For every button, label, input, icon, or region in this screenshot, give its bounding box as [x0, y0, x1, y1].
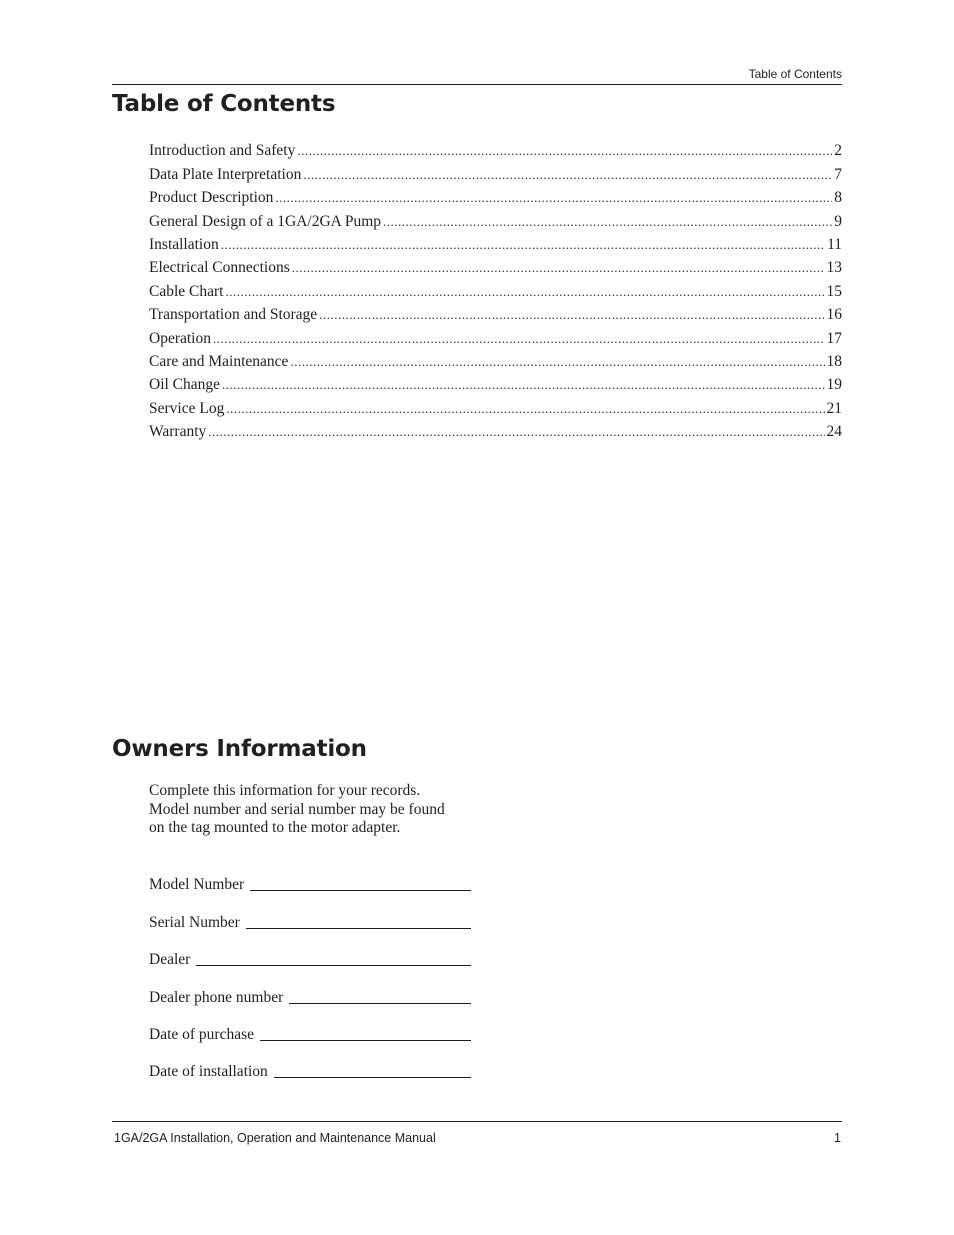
fill-in-line[interactable]: [246, 928, 471, 929]
dot-leader: [275, 189, 832, 207]
dot-leader: [222, 376, 824, 394]
model-number-field[interactable]: [149, 857, 471, 894]
owners-form: [149, 857, 471, 1081]
footer-manual-title: 1GA/2GA Installation, Operation and Maintenance Manual: [114, 1131, 436, 1145]
footer-page-number: 1: [834, 1131, 841, 1145]
dot-leader: [221, 236, 825, 254]
toc-entry-title: Data Plate Interpretation: [149, 165, 302, 183]
field-label: Dealer: [149, 951, 191, 969]
toc-heading: Table of Contents: [112, 91, 336, 117]
toc-entry-title: Oil Change: [149, 376, 221, 394]
toc-entry-title: Warranty: [149, 423, 207, 441]
owners-heading: Owners Information: [112, 736, 367, 762]
toc-entry-title: Electrical Connections: [149, 259, 290, 277]
toc-entry-title: Cable Chart: [149, 282, 224, 300]
footer-rule: [112, 1121, 842, 1122]
toc-entry-general-design[interactable]: [149, 207, 842, 230]
toc-entry-page: 11: [827, 235, 842, 253]
fill-in-line[interactable]: [289, 1003, 471, 1004]
toc-entry-page: 13: [826, 259, 842, 277]
header-rule: [112, 84, 842, 85]
dot-leader: [297, 142, 832, 160]
toc-entry-transportation-and-storage[interactable]: [149, 301, 842, 324]
toc-entry-installation[interactable]: [149, 231, 842, 254]
toc-entry-title: Introduction and Safety: [149, 142, 296, 160]
field-label: Date of purchase: [149, 1025, 255, 1043]
toc-entry-title: Service Log: [149, 399, 225, 417]
dot-leader: [319, 306, 824, 324]
toc-entry-page: 21: [826, 399, 842, 417]
toc-entry-data-plate-interpretation[interactable]: [149, 160, 842, 183]
fill-in-line[interactable]: [274, 1077, 471, 1078]
toc-entry-title: Transportation and Storage: [149, 306, 318, 324]
owners-intro: [149, 782, 489, 838]
date-of-installation-field[interactable]: [149, 1044, 471, 1081]
toc-entry-warranty[interactable]: [149, 418, 842, 441]
owners-intro-line: Model number and serial number may be found: [149, 800, 445, 818]
dot-leader: [290, 353, 824, 371]
owners-intro-line: on the tag mounted to the motor adapter.: [149, 819, 401, 837]
fill-in-line[interactable]: [260, 1040, 471, 1041]
dot-leader: [225, 283, 824, 301]
toc-entry-service-log[interactable]: [149, 394, 842, 417]
toc-entry-title: Installation: [149, 235, 219, 253]
dealer-field[interactable]: [149, 932, 471, 969]
toc-entry-page: 24: [826, 423, 842, 441]
field-label: Model Number: [149, 876, 245, 894]
toc-entry-care-and-maintenance[interactable]: [149, 348, 842, 371]
toc-entry-page: 17: [826, 329, 842, 347]
toc-entry-page: 2: [834, 142, 842, 160]
toc-entry-title: General Design of a 1GA/2GA Pump: [149, 212, 382, 230]
field-label: Serial Number: [149, 913, 240, 931]
toc-entry-cable-chart[interactable]: [149, 277, 842, 300]
toc-entry-title: Product Description: [149, 189, 274, 207]
dot-leader: [303, 166, 832, 184]
field-label: Dealer phone number: [149, 988, 284, 1006]
toc-entry-oil-change[interactable]: [149, 371, 842, 394]
toc-entry-page: 18: [826, 352, 842, 370]
toc-entry-page: 7: [834, 165, 842, 183]
date-of-purchase-field[interactable]: [149, 1007, 471, 1044]
dot-leader: [213, 330, 825, 348]
running-head: Table of Contents: [748, 67, 842, 81]
field-label: Date of installation: [149, 1063, 268, 1081]
toc-entry-page: 8: [834, 189, 842, 207]
dot-leader: [383, 213, 832, 231]
fill-in-line[interactable]: [196, 965, 471, 966]
toc-entry-title: Care and Maintenance: [149, 352, 289, 370]
toc-list: [149, 137, 842, 441]
toc-entry-operation[interactable]: [149, 324, 842, 347]
toc-entry-product-description[interactable]: [149, 184, 842, 207]
toc-entry-title: Operation: [149, 329, 211, 347]
toc-entry-page: 19: [826, 376, 842, 394]
toc-entry-page: 16: [826, 306, 842, 324]
serial-number-field[interactable]: [149, 894, 471, 931]
dot-leader: [208, 423, 824, 441]
fill-in-line[interactable]: [250, 890, 471, 891]
toc-entry-page: 9: [834, 212, 842, 230]
dot-leader: [226, 400, 824, 418]
toc-entry-page: 15: [826, 282, 842, 300]
toc-entry-introduction-and-safety[interactable]: [149, 137, 842, 160]
owners-intro-line: Complete this information for your records.: [149, 782, 421, 799]
dot-leader: [292, 259, 825, 277]
toc-entry-electrical-connections[interactable]: [149, 254, 842, 277]
dealer-phone-field[interactable]: [149, 969, 471, 1006]
